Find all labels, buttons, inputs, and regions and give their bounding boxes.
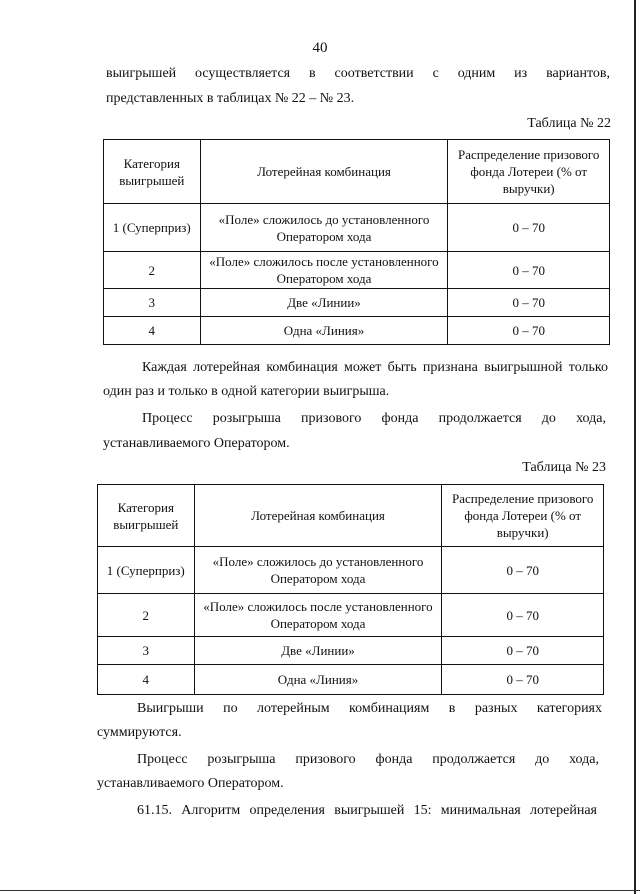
para-after-22-line-2: один раз и только в одной категории выигрыша. — [103, 384, 390, 399]
page-edge-bottom — [0, 890, 640, 891]
table-23-cell-combination: Одна «Линия» — [194, 665, 442, 695]
table-row — [98, 594, 604, 637]
table-22-cell-share: 0 – 70 — [448, 204, 610, 252]
table-23-header-category: Категория выигрышей — [98, 485, 195, 547]
para-after-23-line-1: Выигрыши по лотерейным комбинациям в разных категориях — [137, 701, 602, 716]
table-row — [98, 637, 604, 665]
table-22-header-share: Распределение призового фонда Лотереи (% от выручки) — [448, 140, 610, 204]
table-22-caption: Таблица № 22 — [527, 116, 611, 131]
intro-line-2: представленных в таблицах № 22 – № 23. — [106, 91, 355, 106]
table-22-cell-combination: Две «Линии» — [200, 289, 448, 317]
table-22-cell-share: 0 – 70 — [448, 317, 610, 345]
process-23-line-2: устанавливаемого Оператором. — [97, 776, 284, 791]
table-23-cell-category: 2 — [98, 594, 195, 637]
table-23-cell-share: 0 – 70 — [442, 637, 604, 665]
table-22-cell-combination: «Поле» сложилось до установленного Оператором хода — [200, 204, 448, 252]
table-23-cell-category: 3 — [98, 637, 195, 665]
table-22-cell-category: 4 — [104, 317, 201, 345]
table-22-cell-category: 3 — [104, 289, 201, 317]
table-22-header-combination: Лотерейная комбинация — [200, 140, 448, 204]
table-22-cell-share: 0 – 70 — [448, 252, 610, 289]
para-after-23-line-2: суммируются. — [97, 725, 182, 740]
table-23-header-combination: Лотерейная комбинация — [194, 485, 442, 547]
table-22 — [103, 139, 610, 345]
table-23-cell-category: 4 — [98, 665, 195, 695]
table-23-cell-combination: «Поле» сложилось после установленного Оператором хода — [194, 594, 442, 637]
table-22-header-row — [104, 140, 610, 204]
table-22-cell-share: 0 – 70 — [448, 289, 610, 317]
para-after-22-line-1: Каждая лотерейная комбинация может быть признана выигрышной только — [142, 360, 608, 375]
table-23-cell-category: 1 (Суперприз) — [98, 547, 195, 594]
table-22-cell-category: 1 (Суперприз) — [104, 204, 201, 252]
table-23-cell-combination: Две «Линии» — [194, 637, 442, 665]
table-row — [98, 665, 604, 695]
table-23-cell-share: 0 – 70 — [442, 665, 604, 695]
table-row — [98, 547, 604, 594]
table-23 — [97, 484, 604, 695]
table-22-header-category: Категория выигрышей — [104, 140, 201, 204]
table-23-cell-share: 0 – 70 — [442, 594, 604, 637]
table-23-cell-combination: «Поле» сложилось до установленного Оператором хода — [194, 547, 442, 594]
table-row — [104, 204, 610, 252]
table-22-cell-category: 2 — [104, 252, 201, 289]
page-number: 40 — [312, 40, 328, 56]
table-row — [104, 252, 610, 289]
process-22-line-1: Процесс розыгрыша призового фонда продолжается до хода, — [142, 411, 606, 426]
table-22-cell-combination: Одна «Линия» — [200, 317, 448, 345]
table-23-header-row — [98, 485, 604, 547]
table-23-caption: Таблица № 23 — [522, 460, 606, 475]
section-6115-line-1: 61.15. Алгоритм определения выигрышей 15: минимальная лотерейная — [137, 803, 597, 818]
process-23-line-1: Процесс розыгрыша призового фонда продолжается до хода, — [137, 752, 599, 767]
table-22-cell-combination: «Поле» сложилось после установленного Оператором хода — [200, 252, 448, 289]
table-23-header-share: Распределение призового фонда Лотереи (% от выручки) — [442, 485, 604, 547]
table-row — [104, 289, 610, 317]
table-23-cell-share: 0 – 70 — [442, 547, 604, 594]
table-row — [104, 317, 610, 345]
process-22-line-2: устанавливаемого Оператором. — [103, 436, 290, 451]
page-edge-right — [634, 0, 636, 894]
intro-line-1: выигрышей осуществляется в соответствии с одним из вариантов, — [106, 66, 610, 81]
